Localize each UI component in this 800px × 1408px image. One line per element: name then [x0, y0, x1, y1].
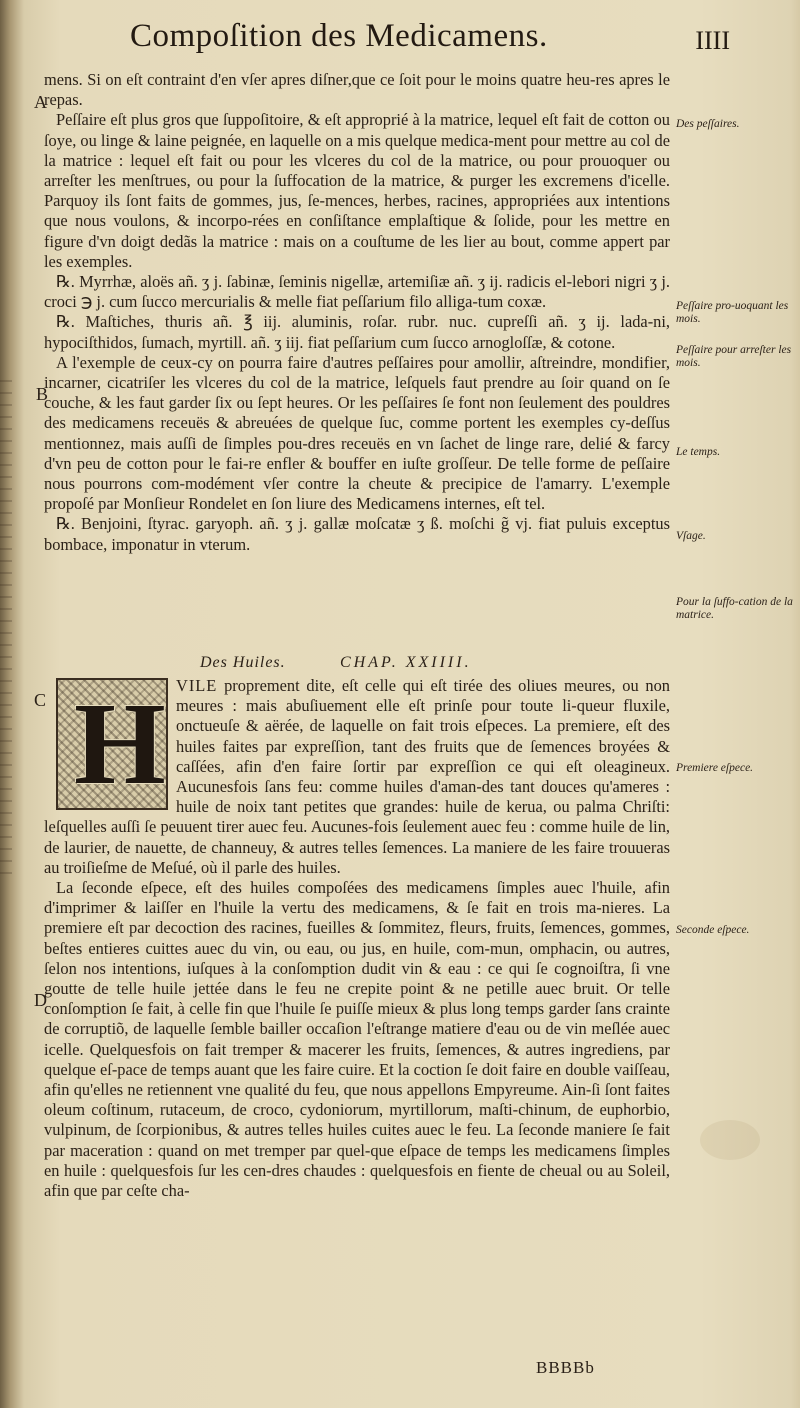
recipe-paragraph: ℞. Myrrhæ, aloës añ. ʒ j. ſabinæ, ſeminis nigellæ, artemiſiæ añ. ʒ ij. radicis el-lebori nigri ʒ j. croci ℈ j. cum ſucco mercurialis & melle fiat peſſarium filo alliga-tum coxæ. — [44, 272, 670, 312]
recipe-paragraph: ℞. Benjoini, ſtyrac. garyoph. añ. ʒ j. gallæ moſcatæ ʒ ß. moſchi g̃ vj. fiat puluis exceptus bombace, imponatur in vterum. — [44, 514, 670, 554]
margin-letter-a: A — [34, 92, 47, 112]
page-title: Compoſition des Medicamens. — [130, 18, 548, 54]
folio-number: IIII — [695, 26, 730, 55]
margin-letter-b: B — [36, 384, 49, 404]
sidenote: Seconde eſpece. — [676, 924, 750, 936]
sidenote: Premiere eſpece. — [676, 762, 754, 774]
lead-word: VILE — [176, 676, 218, 695]
paper-stain — [700, 1120, 760, 1160]
recipe-paragraph: ℞. Maſtiches, thuris añ. ℥ iij. aluminis, roſar. rubr. nuc. cupreſſi añ. ʒ ij. lada-ni, hypociſthidos, ſumach, myrtill. añ. ʒ iij. fiat peſſarium cum ſucco arnogloſſæ, & cotone. — [44, 312, 670, 352]
paragraph: A l'exemple de ceux-cy on pourra faire d'autres peſſaires pour amollir, aſtreindre, mondifier, incarner, cicatriſer les vlceres du col de la matrice, leſquels faut prendre au ſoir quand on ſe couche, & les faut garder ſix ou ſept heures. Or les peſſaires ſe font non ſeulement des pouldres des medicamens receuës & abreuées de quelque ſuc, comme portent les exemples cy-deſſus mentionnez, mais auſſi de ſimples pou-dres receuës en vn ſachet de linge rare, delié & farcy d'vn peu de cotton pour le fai-re enfler & bouffer en iuſte groſſeur. De telle forme de peſſaire nous pourrons com-modément vſer contre la cheute & precipice de l'amarry. L'exemple propoſé par Monſieur Rondelet en ſon liure des Medicamens internes, eſt tel. — [44, 352, 670, 514]
bleed-through-margin — [0, 380, 12, 880]
margin-letter-d: D — [34, 990, 47, 1010]
paragraph: Peſſaire eſt plus gros que ſuppoſitoire, & eſt approprié à la matrice, lequel eſt fait de cotton ou ſoye, ou linge & laine peignée, en laquelle on a mis quelque medica-ment pour mettre au col de la matrice : lequel eſt fait ou pour les vlceres du col de la matrice, ou pour prouoquer ou arreſter les menſtrues, ou pour la ſuffocation de la matrice, & purger les excremens d'icelle. Parquoy ils ſont faits de gommes, jus, ſe-mences, herbes, racines, appropriées aux intentions que nous voulons, & incorpo-rées en conſiſtance emplaſtique & ſolide, pour les mettre en figure d'vn doigt dedãs la matrice : mais on a couſtume de les lier au bout, comme appert par les exemples. — [44, 110, 670, 271]
sidenote: Peſſaire pro-uoquant les mois. — [676, 300, 789, 325]
chapter-title: Des Huiles. — [200, 654, 286, 671]
sidenote: Des peſſaires. — [676, 118, 740, 130]
paragraph: mens. Si on eſt contraint d'en vſer apres diſner,que ce ſoit pour le moins quatre heu-res apres le repas. — [44, 70, 670, 110]
margin-letter-c: C — [34, 690, 47, 710]
chapter-number: CHAP. XXIIII. — [340, 654, 472, 671]
initial-letter: H — [74, 678, 166, 809]
running-head — [130, 18, 730, 68]
sidenote: Pour la ſuffo-cation de la matrice. — [676, 596, 793, 621]
sidenote: Le temps. — [676, 446, 721, 458]
sidenote: Peſſaire pour arreſter les mois. — [676, 344, 792, 369]
sidenote: Vſage. — [676, 530, 706, 542]
section-peſſaires — [44, 70, 670, 555]
section-huiles — [44, 676, 670, 1201]
decorated-initial — [56, 678, 168, 810]
paragraph: La ſeconde eſpece, eſt des huiles compoſées des medicamens ſimples auec l'huile, afin d'imprimer & laiſſer en l'huile la vertu des medicamens, & ſe fait en trois ma-nieres. La premiere eſt par decoction des racines, fueilles & ſommitez, fleurs, fruits, ſemences, gommes, beſtes entieres cuittes auec du vin, ou eau, ou jus, en huile, com-mun, omphacin, ou autres, ſelon nos intentions, iuſques à la conſomption dudit vin & eau : ce qui ſe cognoiſtra, ſi vne goutte de telle huile jettée dans le feu ne crepite point & ne petille auec bruit. Or telle conſomption ſe fait, à celle fin que l'huile ſe puiſſe mieux & plus long temps garder ſans crainte de corruptiõ, de laquelle ſemble bailler occaſion l'eſtrange matiere d'eau ou de vin meſlée auec icelle. Quelquesfois on fait tremper & macerer les fruits, ſemences, & autres ingrediens, par quelque eſ-pace de temps auant que les faire cuire. Et la coction ſe doit faire en double vaiſſeau, afin qu'elles ne retiennent vne qualité du feu, que nous appellons Empyreume. Ain-ſi ſont faites oleum coſtinum, rutaceum, de croco, cydoniorum, myrtillorum, maſti-chinum, de euphorbio, vulpinum, de ſcorpionibus, & autres telles huiles cuites auec le feu. La ſeconde maniere ſe fait par maceration : quand on met tremper par quel-que eſpace de temps les medicamens ſimples en huile : quelquesfois ſur les cen-dres chaudes : quelquesfois en fiente de cheual ou au Soleil, afin que par ceſte cha- — [44, 878, 670, 1201]
paragraph-text: proprement dite, eſt celle qui eſt tirée des oliues meures, ou non meures : mais abuſiuement elle eſt prinſe pour toute li-queur fluxile, onctueuſe & aërée, de laquelle on fait trois eſpeces. La premiere, eſt des huiles faites par expreſſion, tant des fruits que de ſemences broyées & caſſées, afin d'en faire ſortir par expreſſion ce qui eſt oleagineux. Aucunesfois ſans feu: comme huiles d'aman-des tant douces qu'ameres : huile de noix tant petites que grandes: huile de kerua, ou palma Chriſti: leſquelles auſſi ſe peuuent tirer auec feu. Aucunes-fois ſeulement auec feu : comme huile de lin, de laurier, de nauette, de channeuy, & autres telles ſemences. La maniere de les faire trouueras au troiſieſme de Meſué, où il parle des huiles. — [44, 676, 670, 877]
signature-mark: BBBBb — [536, 1358, 595, 1377]
